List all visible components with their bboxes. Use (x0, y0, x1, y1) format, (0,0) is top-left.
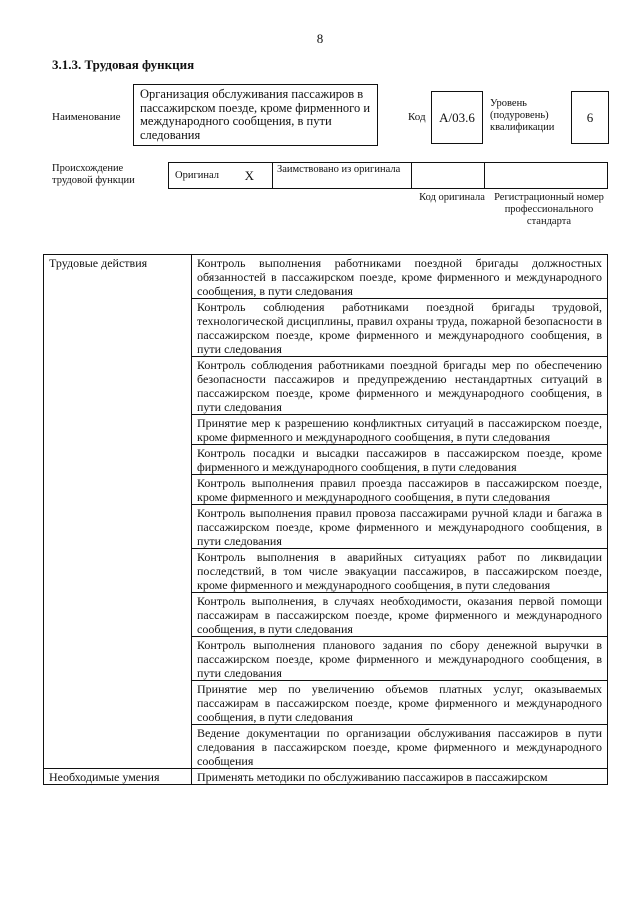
code-label: Код (408, 111, 426, 123)
borrowed-label: Заимствовано из оригинала (272, 162, 411, 189)
labor-action-item: Контроль посадки и высадки пассажиров в пассажирском поезде, кроме фирменного и международного сообщения, в пути следования (192, 445, 608, 475)
qualification-level-label: Уровень (подуровень) квалификации (490, 98, 555, 133)
code-value-box: А/03.6 (431, 91, 483, 144)
labor-function-table (43, 254, 608, 785)
origin-original-cell (168, 162, 272, 189)
qualification-level-box: 6 (571, 91, 609, 144)
origin-label: Происхождение трудовой функции (52, 163, 135, 186)
labor-action-item: Контроль соблюдения работниками поездной бригады мер по обеспечению безопасности пассажиров и предупреждению нестандартных ситуаций в пассажирском поезде, кроме фирменного и международного сообщения, в пути следования (192, 357, 608, 415)
code-original-caption: Код оригинала (419, 192, 485, 203)
labor-action-item: Контроль выполнения правил проезда пассажиров в пассажирском поезде, кроме фирменного и международного сообщения, в пути следования (192, 475, 608, 505)
labor-actions-label: Трудовые действия (44, 255, 192, 769)
labor-action-item: Контроль выполнения работниками поездной бригады должностных обязанностей в пассажирском поезде, кроме фирменного и международного сообщения, в пути следования (192, 255, 608, 299)
reg-number-caption: Регистрационный номер профессионального стандарта (494, 192, 604, 227)
original-label: Оригинал (175, 169, 219, 181)
labor-action-item: Контроль соблюдения работниками поездной бригады трудовой, технологической дисциплины, правил охраны труда, пожарной безопасности в пассажирском поезде, кроме фирменного и международного сообщения, в пути следования (192, 299, 608, 357)
skills-label: Необходимые умения (44, 769, 192, 785)
labor-action-item: Контроль выполнения правил провоза пассажирами ручной клади и багажа в пассажирском поезде, кроме фирменного и международного сообщения, в пути следования (192, 505, 608, 549)
labor-action-item: Контроль выполнения, в случаях необходимости, оказания первой помощи пассажирам в пассажирском поезде, кроме фирменного и международного сообщения, в пути следования (192, 593, 608, 637)
original-mark: X (244, 167, 254, 183)
labor-action-item: Ведение документации по организации обслуживания пассажиров в пути следования в пассажирском поезде, кроме фирменного и международного сообщения (192, 725, 608, 769)
section-title: 3.1.3. Трудовая функция (52, 57, 195, 72)
labor-action-item: Контроль выполнения в аварийных ситуациях работ по ликвидации последствий, в том числе эвакуации пассажиров, в пассажирском поезде, кроме фирменного и международного сообщения, в пути следования (192, 549, 608, 593)
origin-row (168, 162, 608, 189)
code-original-cell (411, 162, 484, 189)
labor-action-item: Принятие мер по увеличению объемов платных услуг, оказываемых пассажирам в пассажирском поезде, кроме фирменного и международного сообщения, в пути следования (192, 681, 608, 725)
function-name-box: Организация обслуживания пассажиров в пассажирском поезде, кроме фирменного и международного сообщения, в пути следования (133, 84, 378, 146)
name-label: Наименование (52, 111, 121, 123)
skill-item: Применять методики по обслуживанию пассажиров в пассажирском (192, 769, 608, 785)
labor-action-item: Контроль выполнения планового задания по сбору денежной выручки в пассажирском поезде, кроме фирменного и международного сообщения, в пути следования (192, 637, 608, 681)
labor-action-item: Принятие мер к разрешению конфликтных ситуаций в пассажирском поезде, кроме фирменного и международного сообщения, в пути следования (192, 415, 608, 445)
table-row (44, 769, 608, 785)
table-row (44, 255, 608, 299)
page-number: 8 (316, 31, 324, 46)
reg-number-cell (484, 162, 608, 189)
